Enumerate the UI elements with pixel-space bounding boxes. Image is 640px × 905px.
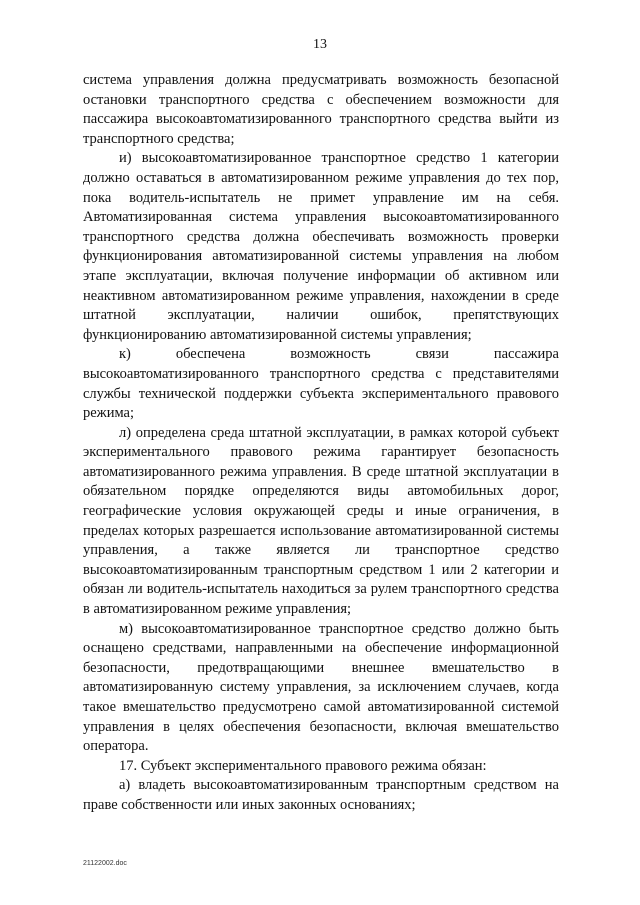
paragraph-continuation: система управления должна предусматривать возможность безопасной остановки транспортного средства с обеспечением возможности для пассажира высокоавтоматизированного транспортного средства выйти из транспортного средства; [83, 72, 559, 147]
paragraph-item-i: и) высокоавтоматизированное транспортное средство 1 категории должно оставаться в автоматизированном режиме управления до тех пор, пока водитель-испытатель не примет управление им на себя. Автоматизированная система управления высокоавтоматизированного транспортного средства должна обеспечивать возможность проверки функционирования автоматизированной системы управления на любом этапе эксплуатации, включая получение информации об активном или неактивном автоматизированном режиме управления, нахождении в среде штатной эксплуатации, наличии ошибок, препятствующих функционированию автоматизированной системы управления; [83, 150, 559, 343]
paragraph-item-l: л) определена среда штатной эксплуатации, в рамках которой субъект экспериментального правового режима гарантирует безопасность автоматизированного режима управления. В среде штатной эксплуатации в обязательном порядке определяются виды автомобильных дорог, географические условия окружающей среды и иные ограничения, в пределах которых разрешается использование автоматизированной системы управления, а также является ли транспортное средство высокоавтоматизированным транспортным средством 1 или 2 категории и обязан ли водитель-испытатель находиться за рулем транспортного средства в автоматизированном режиме управления; [83, 424, 559, 618]
paragraph-item-k: к) обеспечена возможность связи пассажира высокоавтоматизированного транспортного средства с представителями службы технической поддержки субъекта экспериментального правового режима; [83, 346, 559, 422]
page-number: 13 [313, 37, 327, 52]
paragraph-clause-17: 17. Субъект экспериментального правового режима обязан: [119, 757, 487, 774]
footer-file-code: 21122002.doc [83, 860, 127, 867]
paragraph-item-a: а) владеть высокоавтоматизированным транспортным средством на праве собственности или иных законных основаниях; [83, 777, 559, 813]
document-body [83, 71, 559, 816]
paragraph-item-m: м) высокоавтоматизированное транспортное средство должно быть оснащено средствами, направленными на обеспечение информационной безопасности, предотвращающими внешнее вмешательство в автоматизированную систему управления, за исключением случаев, когда такое вмешательство предусмотрено самой автоматизированной системой управления в целях обеспечения безопасности, включая вмешательство оператора. [83, 620, 559, 755]
